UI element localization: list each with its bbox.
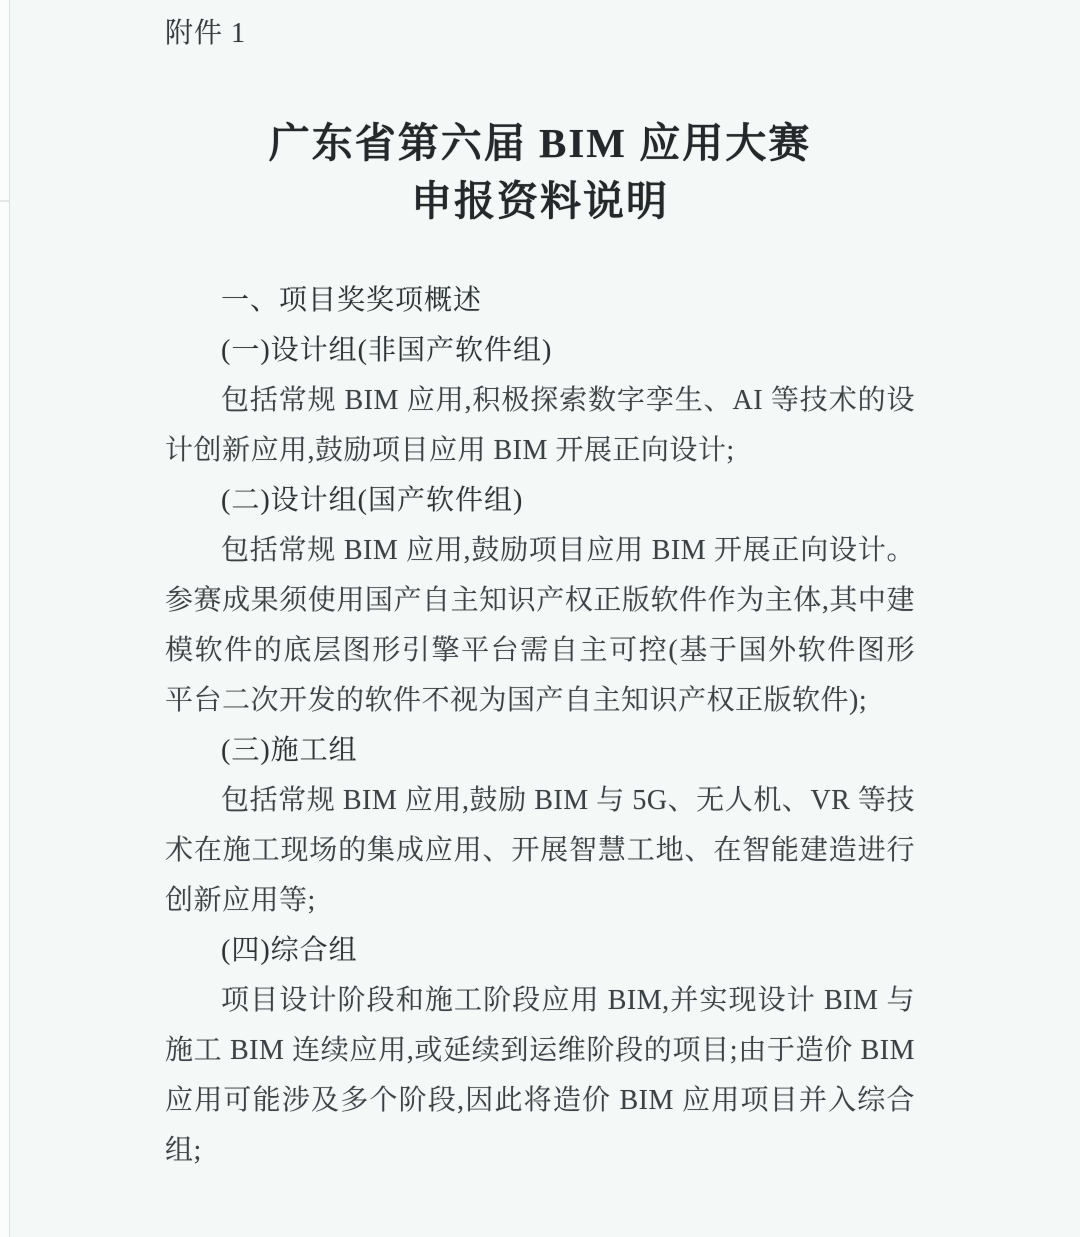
group2-design-domestic-heading: (二)设计组(国产软件组) xyxy=(221,485,524,516)
document-title xyxy=(165,114,915,230)
attachment-label: 附件 1 xyxy=(165,18,247,49)
group3-construction-heading: (三)施工组 xyxy=(221,735,358,766)
section-overview-heading: 一、项目奖奖项概述 xyxy=(221,285,483,316)
document-title-line1: 广东省第六届 BIM 应用大赛 xyxy=(268,120,812,166)
document-body xyxy=(165,276,915,1176)
group4-comprehensive-heading: (四)综合组 xyxy=(221,935,358,966)
document-title-line2: 申报资料说明 xyxy=(411,178,669,224)
group1-design-nondomestic-body: 包括常规 BIM 应用,积极探索数字孪生、AI 等技术的设计创新应用,鼓励项目应用 BIM 开展正向设计; xyxy=(165,385,915,466)
group4-comprehensive-body: 项目设计阶段和施工阶段应用 BIM,并实现设计 BIM 与施工 BIM 连续应用,或延续到运维阶段的项目;由于造价 BIM 应用可能涉及多个阶段,因此将造价 BIM 应用项目并入综合组; xyxy=(165,985,915,1166)
group1-design-nondomestic-heading: (一)设计组(非国产软件组) xyxy=(221,335,553,366)
group2-design-domestic-body: 包括常规 BIM 应用,鼓励项目应用 BIM 开展正向设计。参赛成果须使用国产自主知识产权正版软件作为主体,其中建模软件的底层图形引擎平台需自主可控(基于国外软件图形平台二次开发的软件不视为国产自主知识产权正版软件); xyxy=(165,535,915,716)
group3-construction-body: 包括常规 BIM 应用,鼓励 BIM 与 5G、无人机、VR 等技术在施工现场的集成应用、开展智慧工地、在智能建造进行创新应用等; xyxy=(165,785,915,916)
